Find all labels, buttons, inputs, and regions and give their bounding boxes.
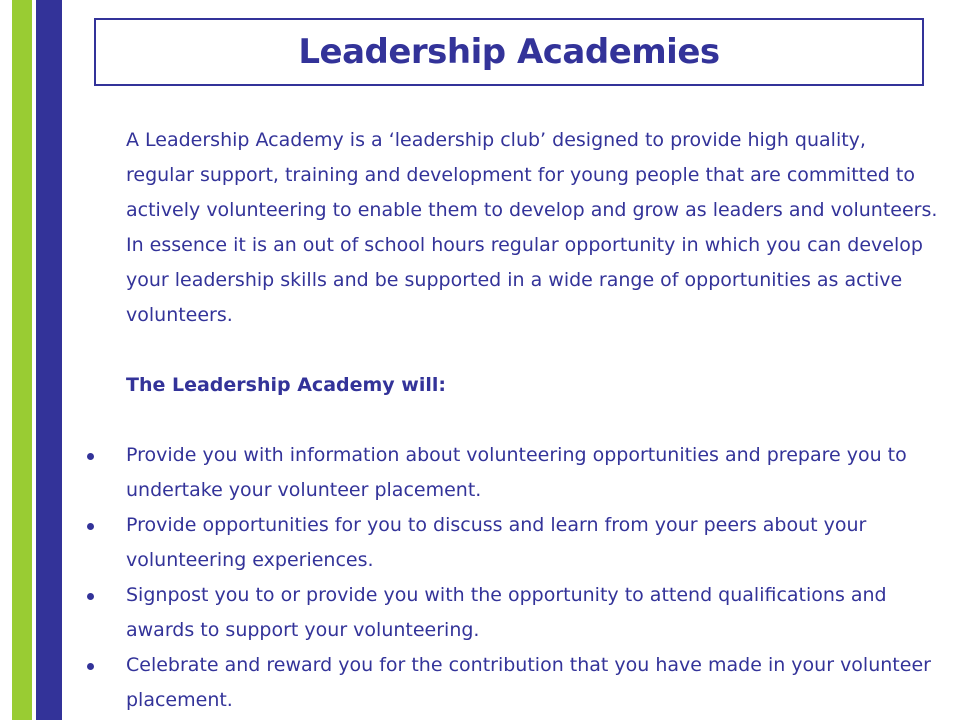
left-accent-green-bar <box>12 0 32 720</box>
bullet-list <box>78 438 938 718</box>
bullet-icon <box>87 523 94 530</box>
page-title: Leadership Academies <box>298 32 720 72</box>
list-item <box>78 578 938 648</box>
list-item <box>78 648 938 718</box>
title-box <box>94 18 924 86</box>
list-item <box>78 508 938 578</box>
list-item-text: Provide opportunities for you to discuss and learn from your peers about your volunteering experiences. <box>126 514 867 571</box>
list-item <box>78 438 938 508</box>
intro-paragraph: A Leadership Academy is a ‘leadership club’ designed to provide high quality, regular support, training and development for young people that are committed to actively volunteering to enable them to develop and grow as leaders and volunteers. In essence it is an out of school hours regular opportunity in which you can develop your leadership skills and be supported in a wide range of opportunities as active volunteers. <box>126 129 938 326</box>
bullet-icon <box>87 663 94 670</box>
left-accent-blue-bar <box>36 0 62 720</box>
section-subheading: The Leadership Academy will: <box>126 374 446 396</box>
list-item-text: Provide you with information about volunteering opportunities and prepare you to undertake your volunteer placement. <box>126 444 907 501</box>
bullet-icon <box>87 453 94 460</box>
list-item-text: Celebrate and reward you for the contribution that you have made in your volunteer placement. <box>126 654 931 711</box>
slide-content <box>78 123 938 718</box>
bullet-icon <box>87 593 94 600</box>
list-item-text: Signpost you to or provide you with the opportunity to attend qualifications and awards to support your volunteering. <box>126 584 887 641</box>
